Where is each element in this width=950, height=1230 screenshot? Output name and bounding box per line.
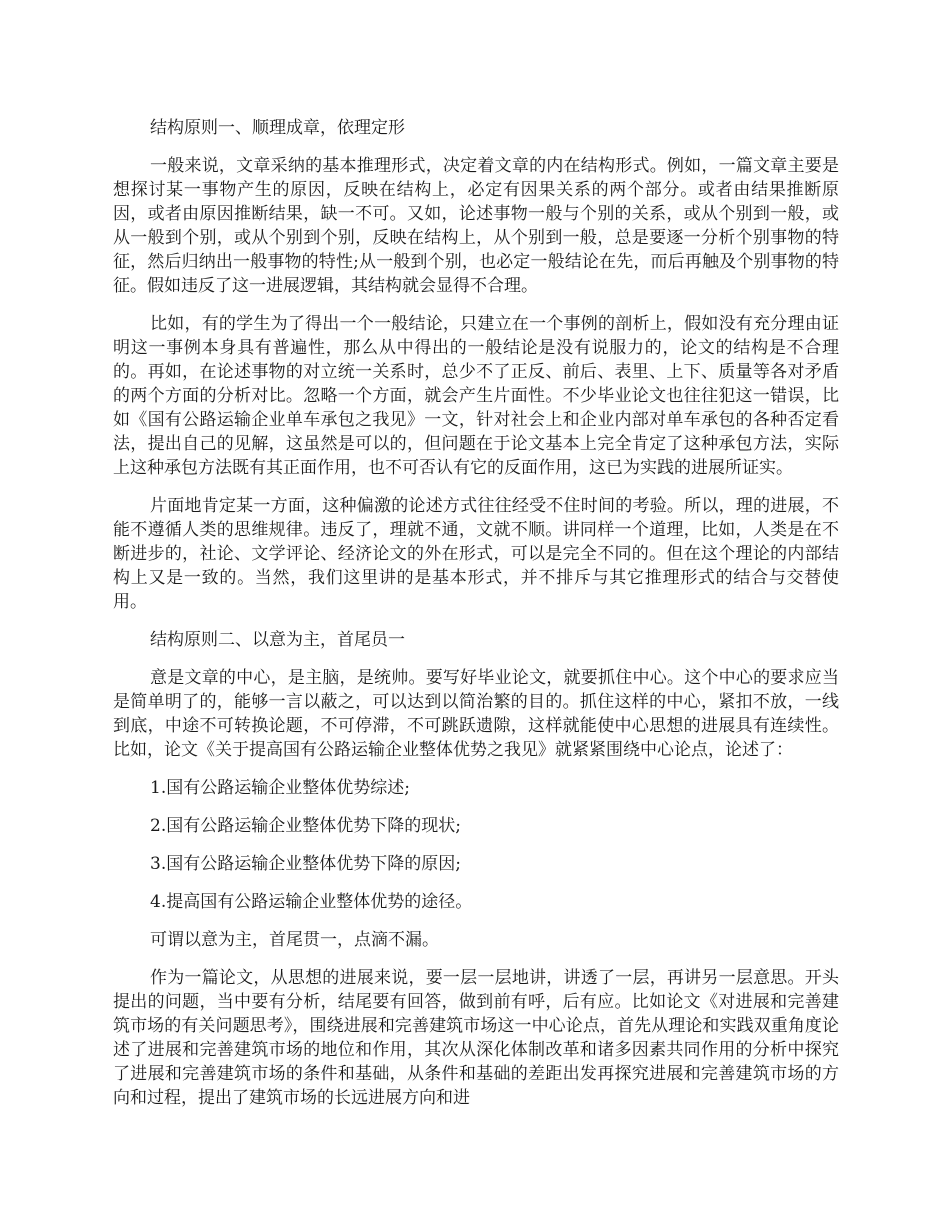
paragraph: 比如，有的学生为了得出一个一般结论，只建立在一个事例的剖析上，假如没有充分理由证明这一事例本身具有普遍性，那么从中得出的一般结论是没有说服力的，论文的结构是不合理的。再如，在论述事物的对立统一关系时，总少不了正反、前后、表里、上下、质量等各对矛盾的两个方面的分析对比。忽略一个方面，就会产生片面性。不少毕业论文也往往犯这一错误，比如《国有公路运输企业单车承包之我见》一文，针对社会上和企业内部对单车承包的各种否定看法，提出自己的见解，这虽然是可以的，但问题在于论文基本上完全肯定了这种承包方法，实际上这种承包方法既有其正面作用，也不可否认有它的反面作用，这已为实践的进展所证实。 [113,314,839,478]
paragraph: 可谓以意为主，首尾贯一，点滴不漏。 [150,930,439,950]
list-item: 2.国有公路运输企业整体优势下降的现状; [150,816,461,836]
paragraph: 意是文章的中心，是主脑，是统帅。要写好毕业论文，就要抓住中心。这个中心的要求应当是简单明了的，能够一言以蔽之，可以达到以简治繁的目的。抓住这样的中心，紧扣不放，一线到底，中途不可转换论题，不可停滞，不可跳跃遗隙，这样就能使中心思想的进展具有连续性。比如，论文《关于提高国有公路运输企业整体优势之我见》就紧紧围绕中心论点，论述了： [113,668,839,760]
section-heading-2: 结构原则二、以意为主，首尾员一 [150,630,405,650]
section-heading-1: 结构原则一、顺理成章，依理定形 [150,118,405,138]
paragraph: 作为一篇论文，从思想的进展来说，要一层一层地讲，讲透了一层，再讲另一层意思。开头提出的问题，当中要有分析，结尾要有回答，做到前有呼，后有应。比如论文《对进展和完善建筑市场的有关问题思考》，围绕进展和完善建筑市场这一中心论点，首先从理论和实践双重角度论述了进展和完善建筑市场的地位和作用，其次从深化体制改革和诸多因素共同作用的分析中探究了进展和完善建筑市场的条件和基础，从条件和基础的差距出发再探究进展和完善建筑市场的方向和过程，提出了建筑市场的长远进展方向和进 [113,968,839,1108]
document-body [113,116,839,1124]
list-item: 3.国有公路运输企业整体优势下降的原因; [150,854,461,874]
list-item: 4.提高国有公路运输企业整体优势的途径。 [150,892,473,912]
paragraph: 一般来说，文章采纳的基本推理形式，决定着文章的内在结构形式。例如，一篇文章主要是想探讨某一事物产生的原因，反映在结构上，必定有因果关系的两个部分。或者由结果推断原因，或者由原因推断结果，缺一不可。又如，论述事物一般与个别的关系，或从个别到一般，或从一般到个别，或从个别到个别，反映在结构上，从个别到一般，总是要逐一分析个别事物的特征，然后归纳出一般事物的特性;从一般到个别，也必定一般结论在先，而后再触及个别事物的特征。假如违反了这一进展逻辑，其结构就会显得不合理。 [113,156,839,296]
paragraph: 片面地肯定某一方面，这种偏激的论述方式往往经受不住时间的考验。所以，理的进展，不能不遵循人类的思维规律。违反了，理就不通，文就不顺。讲同样一个道理，比如，人类是在不断进步的，社论、文学评论、经济论文的外在形式，可以是完全不同的。但在这个理论的内部结构上又是一致的。当然，我们这里讲的是基本形式，并不排斥与其它推理形式的结合与交替使用。 [113,496,839,612]
list-item: 1.国有公路运输企业整体优势综述; [150,778,410,798]
